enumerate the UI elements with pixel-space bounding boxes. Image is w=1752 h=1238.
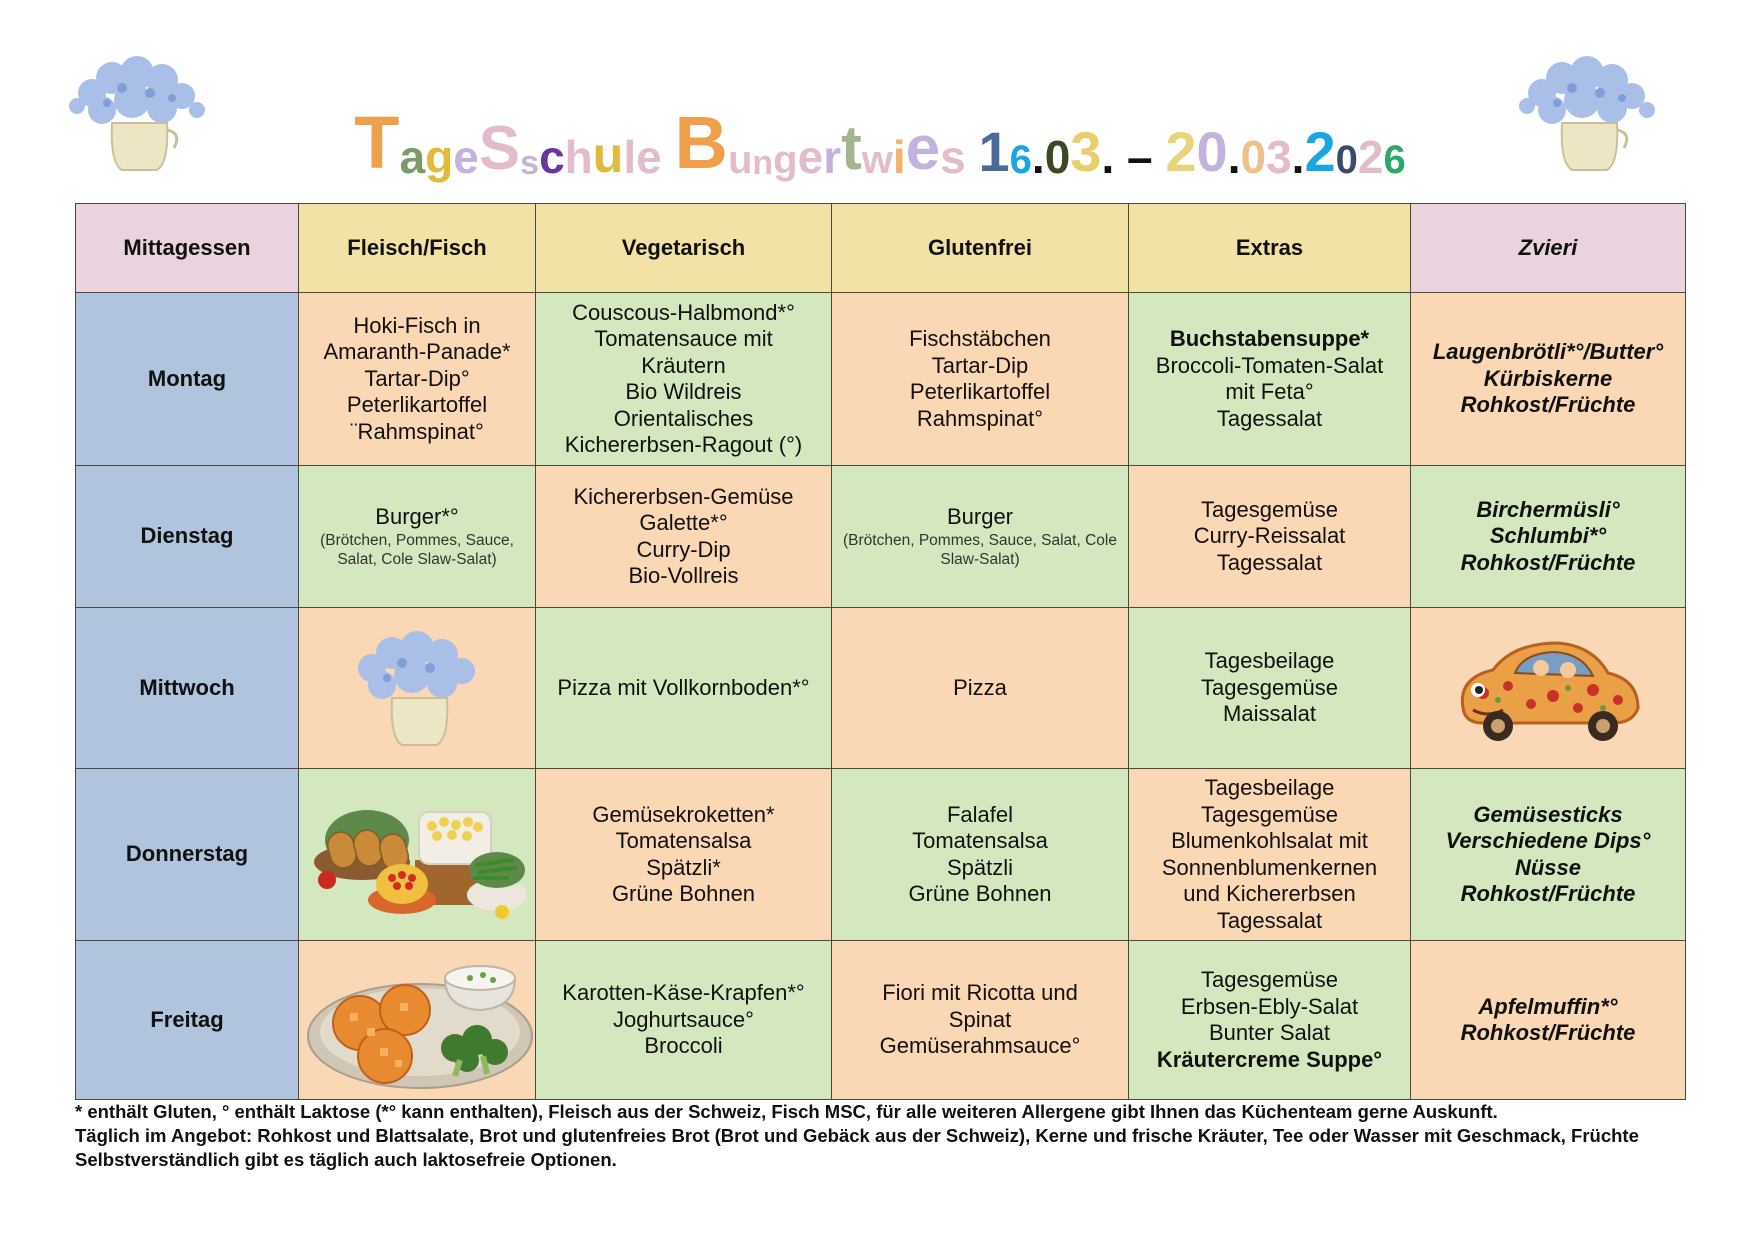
zvieri-cell: [1411, 941, 1686, 1100]
pizza-car-icon: [1417, 628, 1679, 748]
extras-cell: [1129, 608, 1411, 769]
vegetable-bowls-icon: [305, 790, 529, 920]
column-header-extras: Extras: [1129, 204, 1411, 293]
menu-item: Galette*°: [639, 510, 728, 535]
title-letter: 0: [1335, 138, 1358, 182]
title-letter: 1: [978, 120, 1010, 183]
menu-item: Bio Wildreis: [625, 379, 742, 404]
title-letter: u: [727, 138, 753, 182]
vegetarisch-cell: [536, 608, 832, 769]
menu-item: Broccoli-Tomaten-Salat: [1155, 352, 1384, 378]
title-letter: 3: [1266, 131, 1292, 183]
menu-item: Tartar-Dip: [931, 352, 1029, 378]
menu-item: Tomatensalsa: [912, 828, 1048, 853]
flower-vase-icon: [305, 623, 529, 753]
menu-item: Grüne Bohnen: [611, 881, 756, 906]
title-letter: 2: [1357, 131, 1384, 183]
menu-item: Pizza: [953, 674, 1007, 700]
title-letter: 6: [1383, 138, 1406, 182]
glutenfrei-cell: [832, 466, 1129, 608]
header-row: [76, 204, 1686, 293]
menu-item: Gemüserahmsauce°: [879, 1033, 1081, 1059]
fleisch-cell: [299, 293, 536, 466]
menu-item: Burger: [946, 504, 1014, 530]
glutenfrei-cell: [832, 941, 1129, 1100]
menu-item: und Kichererbsen: [1183, 881, 1356, 906]
menu-item: Gemüsesticks: [1473, 801, 1623, 827]
title-letter: .: [1291, 131, 1305, 183]
title-letter: g: [773, 138, 798, 182]
glutenfrei-cell: [832, 293, 1129, 466]
menu-item: Sonnenblumenkernen: [1161, 854, 1378, 880]
flower-vase-icon: [62, 48, 212, 178]
menu-item: Tagessalat: [1216, 907, 1323, 933]
menu-item: Curry-Reissalat: [1193, 523, 1346, 549]
menu-item: Birchermüsli°: [1476, 496, 1620, 522]
menu-item: mit Feta°: [1225, 379, 1314, 404]
menu-item: Blumenkohlsalat mit: [1171, 828, 1368, 853]
title-letter: B: [674, 101, 728, 184]
menu-item: Rahmspinat°: [916, 405, 1044, 431]
day-label: Freitag: [76, 941, 299, 1100]
menu-item-soup: Kräutercreme Suppe°: [1156, 1046, 1383, 1072]
vegetarisch-cell: [536, 941, 832, 1100]
menu-item: Apfelmuffin*°: [1478, 993, 1618, 1019]
day-label: Donnerstag: [76, 769, 299, 941]
title-letter: l: [623, 131, 637, 183]
menu-item: Peterlikartoffel: [909, 379, 1051, 404]
footer-notes: [75, 1100, 1685, 1172]
title-letter: T: [354, 101, 400, 184]
column-header-zvieri: Zvieri: [1411, 204, 1686, 293]
menu-item: Grüne Bohnen: [908, 881, 1052, 906]
title-letter: 3: [1070, 120, 1102, 183]
menu-item: Spinat: [948, 1006, 1012, 1032]
menu-item: Tagessalat: [1216, 405, 1323, 431]
zvieri-cell: [1411, 769, 1686, 941]
title-letter: S: [478, 114, 521, 183]
menu-item: Rohkost/Früchte: [1460, 392, 1636, 418]
menu-item: Kräutern: [641, 352, 726, 378]
extras-cell: [1129, 293, 1411, 466]
table-row-mittwoch: [76, 608, 1686, 769]
menu-item: Maissalat: [1223, 701, 1316, 727]
menu-item: Tagesgemüse: [1201, 674, 1338, 700]
menu-item: Fischstäbchen: [909, 326, 1051, 351]
menu-item: Curry-Dip: [636, 536, 731, 562]
column-header-mittagessen: Mittagessen: [76, 204, 299, 293]
fleisch-cell: [299, 466, 536, 608]
menu-item: Burger*°: [375, 504, 459, 530]
menu-item: Nüsse: [1514, 854, 1582, 880]
title-letter: t: [841, 114, 862, 183]
table-row-dienstag: [76, 466, 1686, 608]
menu-item: Schlumbi*°: [1489, 523, 1607, 549]
menu-item: Rohkost/Früchte: [1460, 1020, 1636, 1045]
menu-item: Erbsen-Ebly-Salat: [1180, 993, 1359, 1019]
page-title: [300, 90, 1460, 184]
title-letter: i: [892, 131, 906, 183]
menu-item: Tomatensauce mit: [594, 326, 773, 351]
menu-item: Tagesgemüse: [1201, 967, 1338, 992]
menu-item: Bunter Salat: [1208, 1020, 1331, 1045]
title-letter: [966, 134, 979, 180]
column-header-fleisch-fisch: Fleisch/Fisch: [299, 204, 536, 293]
zvieri-cell: [1411, 466, 1686, 608]
vegetarisch-cell: [536, 293, 832, 466]
title-letter: 6: [1009, 138, 1032, 182]
title-letter: n: [752, 144, 774, 182]
menu-item: Kichererbsen-Gemüse: [573, 483, 794, 509]
menu-item: ¨Rahmspinat°: [350, 418, 484, 444]
menu-item: Pizza mit Vollkornboden*°: [557, 674, 810, 700]
menu-item: Bio-Vollreis: [628, 563, 739, 588]
title-letter: s: [940, 131, 966, 183]
title-letter: 2: [1165, 120, 1197, 183]
day-label: Montag: [76, 293, 299, 466]
menu-item: Tagesgemüse: [1201, 801, 1338, 827]
fleisch-cell: [299, 941, 536, 1100]
weekly-menu-table: [75, 203, 1686, 1100]
menu-item: Spätzli: [946, 854, 1014, 880]
title-letter: 0: [1044, 131, 1071, 183]
menu-item: Laugenbrötli*°/Butter°: [1432, 339, 1664, 365]
extras-cell: [1129, 466, 1411, 608]
title-letter: a: [399, 131, 426, 183]
title-letter: u: [592, 127, 624, 183]
table-row-montag: [76, 293, 1686, 466]
menu-item: Karotten-Käse-Krapfen*°: [562, 980, 805, 1006]
daily-offer-note: Täglich im Angebot: Rohkost und Blattsalate, Brot und glutenfreies Brot (Brot und Gebäck aus der Schweiz), Kerne und frische Kräuter, Tee oder Wasser mit Geschmack, Früchte: [75, 1125, 1639, 1146]
menu-item-note: (Brötchen, Pommes, Sauce, Salat, Cole Slaw-Salat): [843, 531, 1117, 568]
fleisch-cell: [299, 769, 536, 941]
allergen-legend: * enthält Gluten, ° enthält Laktose (*° kann enthalten), Fleisch aus der Schweiz, Fisch MSC, für alle weiteren Allergene gibt Ihnen das Küchenteam gerne Auskunft.: [75, 1101, 1498, 1122]
title-letter: c: [539, 131, 565, 183]
title-letter: s: [520, 144, 540, 182]
menu-item: Gemüsekroketten*: [592, 801, 775, 827]
title-letter: –: [1114, 131, 1166, 183]
title-letter: 2: [1304, 120, 1336, 183]
menu-item: Rohkost/Früchte: [1460, 881, 1636, 906]
menu-item: Spätzli*: [646, 854, 721, 880]
menu-item-soup: Buchstabensuppe*: [1169, 326, 1370, 351]
title-letter: w: [861, 138, 893, 182]
day-label: Dienstag: [76, 466, 299, 608]
menu-item: Verschiedene Dips°: [1445, 828, 1651, 853]
title-letter: h: [564, 131, 593, 183]
menu-item: Couscous-Halbmond*°: [572, 299, 795, 325]
title-letter: e: [797, 131, 824, 183]
menu-item: Peterlikartoffel: [346, 392, 488, 418]
column-header-vegetarisch: Vegetarisch: [536, 204, 832, 293]
title-letter: [662, 134, 675, 180]
menu-item: Fiori mit Ricotta und: [882, 980, 1078, 1006]
flower-vase-icon: [1512, 48, 1662, 178]
menu-item: Tartar-Dip°: [364, 365, 470, 391]
title-letter: .: [1101, 131, 1115, 183]
column-header-glutenfrei: Glutenfrei: [832, 204, 1129, 293]
title-letter: e: [905, 114, 941, 183]
vegetarisch-cell: [536, 769, 832, 941]
menu-item: Amaranth-Panade*: [323, 339, 511, 365]
menu-item: Broccoli: [644, 1033, 723, 1059]
menu-item: Tomatensalsa: [615, 828, 752, 853]
fritter-plate-icon: [305, 948, 529, 1093]
title-letter: .: [1227, 131, 1241, 183]
menu-item: Tagesbeilage: [1204, 648, 1335, 674]
menu-item: Joghurtsauce°: [613, 1006, 754, 1032]
title-letter: r: [823, 131, 842, 183]
title-letter: 0: [1196, 120, 1228, 183]
glutenfrei-cell: [832, 769, 1129, 941]
menu-item: Tagesgemüse: [1201, 496, 1338, 522]
menu-item: Kürbiskerne: [1483, 365, 1613, 391]
menu-item: Tagessalat: [1216, 549, 1323, 575]
zvieri-cell: [1411, 608, 1686, 769]
menu-item: Tagesbeilage: [1204, 775, 1335, 800]
title-letter: e: [453, 131, 479, 183]
lactose-free-note: Selbstverständlich gibt es täglich auch laktosefreie Optionen.: [75, 1149, 617, 1170]
day-label: Mittwoch: [76, 608, 299, 769]
menu-item: Rohkost/Früchte: [1460, 549, 1636, 575]
extras-cell: [1129, 941, 1411, 1100]
title-letter: 0: [1240, 131, 1267, 183]
title-letter: .: [1031, 131, 1045, 183]
zvieri-cell: [1411, 293, 1686, 466]
extras-cell: [1129, 769, 1411, 941]
menu-item: Falafel: [946, 801, 1014, 827]
vegetarisch-cell: [536, 466, 832, 608]
menu-item-note: (Brötchen, Pommes, Sauce, Salat, Cole Slaw-Salat): [320, 531, 514, 568]
fleisch-cell: [299, 608, 536, 769]
menu-item: Kichererbsen-Ragout (°): [564, 432, 803, 457]
title-letter: g: [425, 131, 454, 183]
menu-item: Orientalisches: [613, 405, 754, 431]
title-letter: e: [636, 131, 662, 183]
menu-item: Hoki-Fisch in: [353, 312, 481, 338]
table-row-freitag: [76, 941, 1686, 1100]
glutenfrei-cell: [832, 608, 1129, 769]
table-row-donnerstag: [76, 769, 1686, 941]
